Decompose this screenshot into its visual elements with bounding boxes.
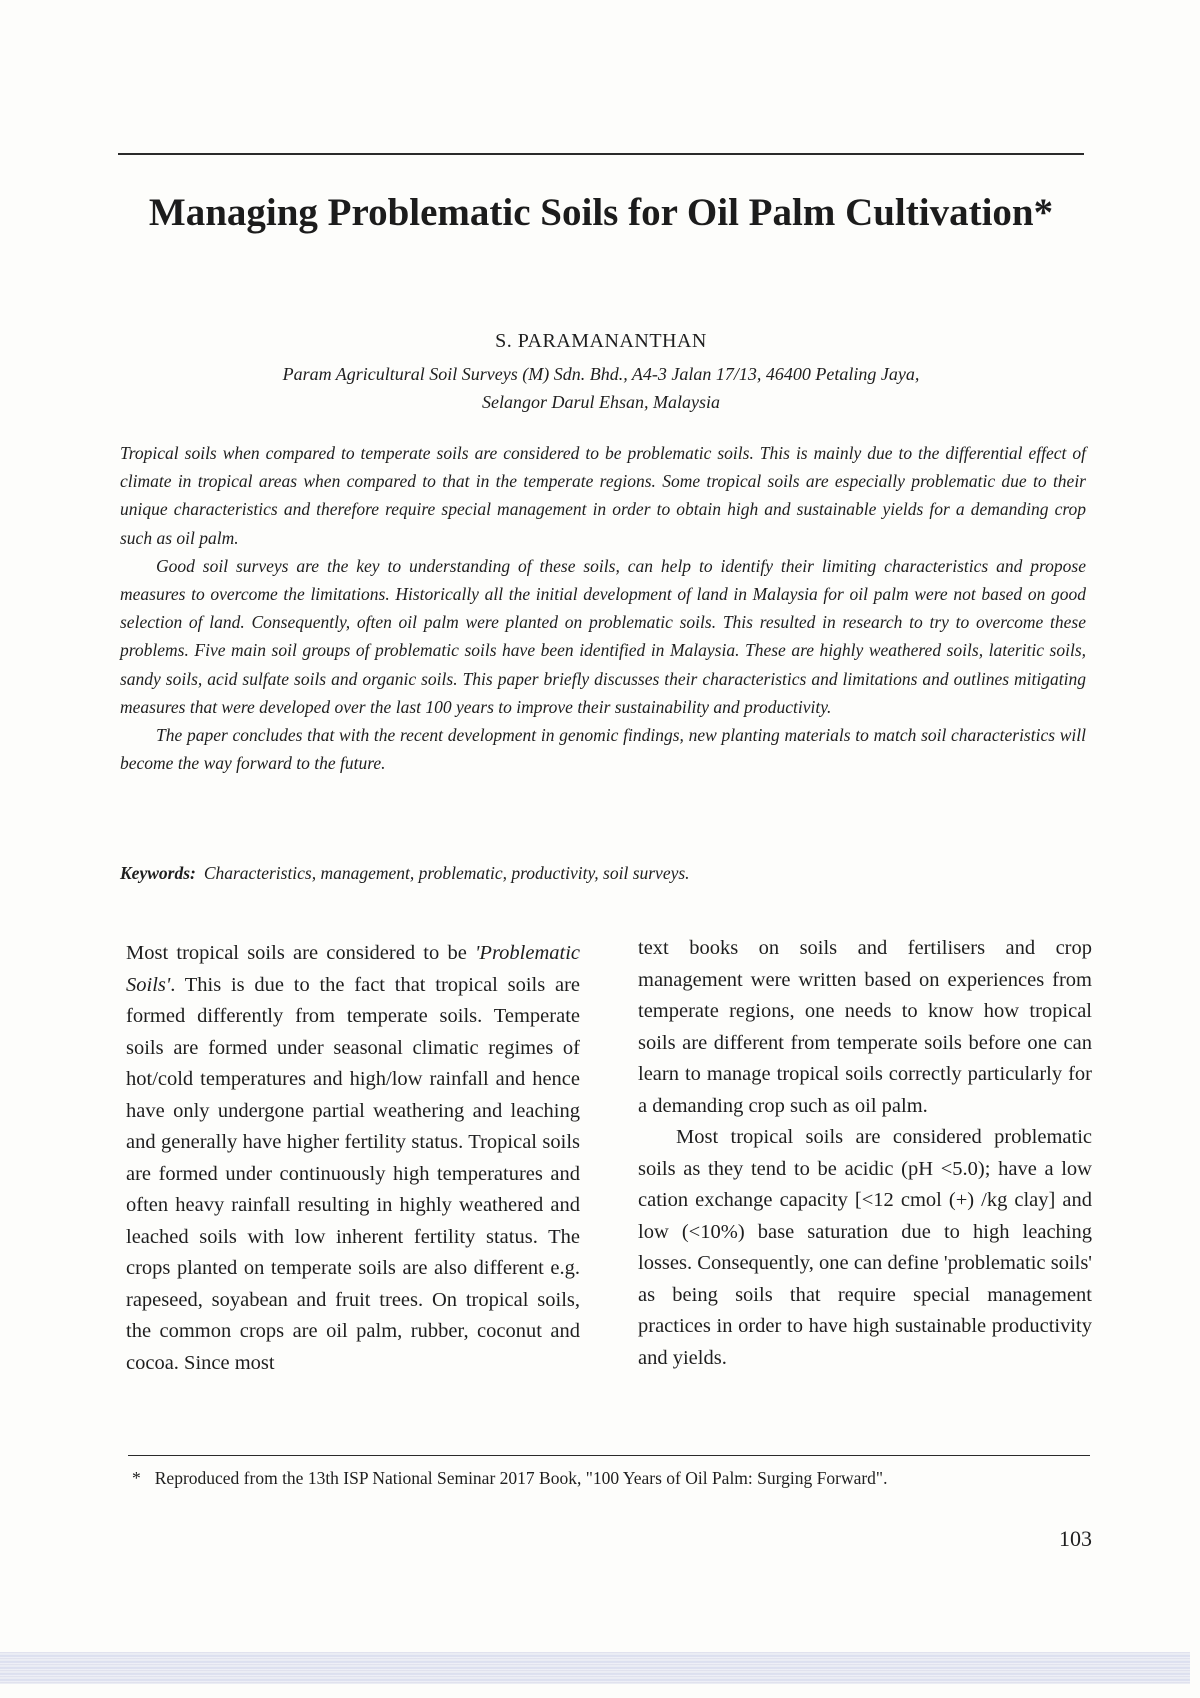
footnote-rule: [128, 1455, 1090, 1456]
footnote-marker: *: [132, 1468, 141, 1488]
author-affiliation: [120, 360, 1082, 416]
body-text-segment: . This is due to the fact that tropical soils are formed differently from temperate soils. Temperate soils are formed under seasonal climatic regimes of hot/cold temperatures and high/low rainfall and hence have only undergone partial weathering and leaching and generally have higher fertility status. Tropical soils are formed under continuously high temperatures and often heavy rainfall resulting in highly weathered and leached soils with low inherent fertility status. The crops planted on temperate soils are also different e.g. rapeseed, soyabean and fruit trees. On tropical soils, the common crops are oil palm, rubber, coconut and cocoa. Since most: [126, 973, 580, 1374]
footnote-text: Reproduced from the 13th ISP National Seminar 2017 Book, "100 Years of Oil Palm: Surging Forward".: [154, 1468, 888, 1488]
keywords-label: Keywords:: [120, 863, 196, 883]
affiliation-line-2: Selangor Darul Ehsan, Malaysia: [482, 392, 720, 412]
keywords: [120, 863, 1086, 884]
scan-artifact-band: [0, 1652, 1190, 1684]
page-number: 103: [1059, 1526, 1092, 1551]
footnote: [132, 1468, 1092, 1489]
author-name: S. PARAMANANTHAN: [495, 330, 707, 352]
affiliation-line-1: Param Agricultural Soil Surveys (M) Sdn. Bhd., A4-3 Jalan 17/13, 46400 Petaling Jaya,: [282, 364, 920, 384]
paper-title: Managing Problematic Soils for Oil Palm Cultivation*: [148, 191, 1054, 234]
abstract: [120, 439, 1086, 777]
body-column-right: [638, 933, 1092, 1374]
body-paragraph-1: [126, 938, 580, 1379]
abstract-paragraph-2: Good soil surveys are the key to understanding of these soils, can help to identify their limiting characteristics and propose measures to overcome the limitations. Historically all the initial development of land in Malaysia for oil palm were not based on good selection of land. Consequently, often oil palm were planted on problematic soils. This resulted in research to try to overcome these problems. Five main soil groups of problematic soils have been identified in Malaysia. These are highly weathered soils, lateritic soils, sandy soils, acid sulfate soils and organic soils. This paper briefly discusses their characteristics and limitations and outlines mitigating measures that were developed over the last 100 years to improve their sustainability and productivity.: [120, 555, 1086, 717]
keywords-text: Characteristics, management, problematic, productivity, soil surveys.: [203, 863, 690, 883]
body-emphasis: 'Problematic Soils': [126, 942, 580, 996]
body-paragraph-continued: text books on soils and fertilisers and crop management were written based on experiences from temperate regions, one needs to know how tropical soils are different from temperate soils before one can learn to manage tropical soils correctly particularly for a demanding crop such as oil palm.: [638, 937, 1092, 1117]
body-text-segment: Most tropical soils are considered to be: [126, 942, 476, 964]
abstract-paragraph-1: Tropical soils when compared to temperate soils are considered to be problematic soils. This is mainly due to the differential effect of climate in tropical areas when compared to that in the temperate regions. Some tropical soils are especially problematic due to their unique characteristics and therefore require special management in order to obtain high and sustainable yields for a demanding crop such as oil palm.: [120, 443, 1086, 548]
body-paragraph-2: Most tropical soils are considered problematic soils as they tend to be acidic (pH <5.0); have a low cation exchange capacity [<12 cmol (+) /kg clay] and low (<10%) base saturation due to high leaching losses. Consequently, one can define 'problematic soils' as being soils that require special management practices in order to have high sustainable productivity and yields.: [638, 1126, 1092, 1369]
abstract-paragraph-3: The paper concludes that with the recent development in genomic findings, new planting materials to match soil characteristics will become the way forward to the future.: [120, 725, 1086, 774]
body-column-left: [126, 938, 580, 1379]
header-rule: [118, 153, 1084, 155]
